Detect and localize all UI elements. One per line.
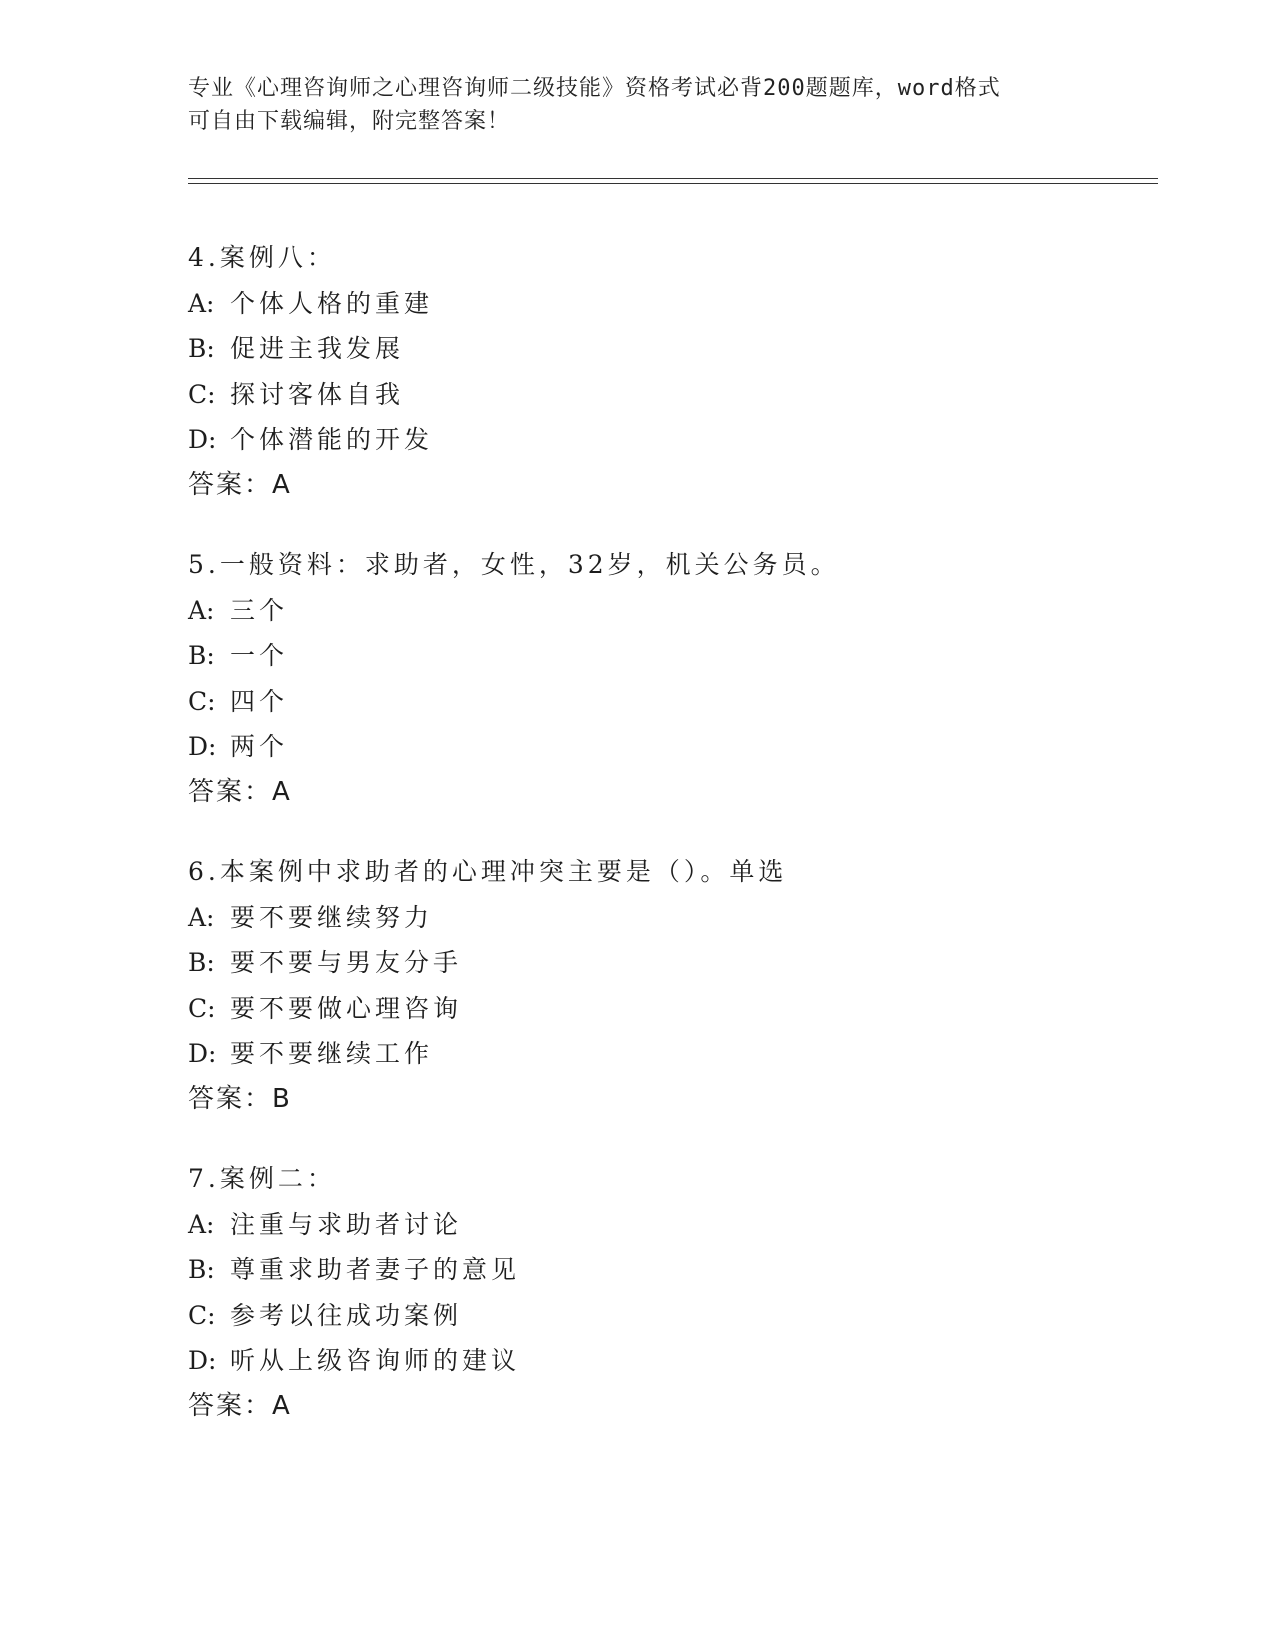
- answer: 答案：A: [188, 469, 292, 500]
- option-letter: D:: [188, 425, 217, 454]
- option-letter: D:: [188, 1039, 217, 1068]
- option-letter: D:: [188, 1346, 217, 1375]
- option-letter: B:: [188, 1255, 215, 1284]
- option-letter: A:: [188, 902, 215, 932]
- header-divider-top: [188, 178, 1158, 179]
- option-c: [188, 372, 1188, 418]
- header-line-1: 专业《心理咨询师之心理咨询师二级技能》资格考试必背200题题库，word格式: [188, 76, 1001, 101]
- question-stem: 6.本案例中求助者的心理冲突主要是（）。单选: [188, 857, 788, 886]
- option-letter: B:: [188, 641, 215, 670]
- option-letter: A:: [188, 595, 215, 625]
- option-text: 探讨客体自我: [230, 379, 405, 409]
- question-5: [188, 542, 1188, 815]
- header-divider-bottom: [188, 183, 1158, 184]
- option-letter: A:: [188, 1209, 215, 1239]
- option-text: 一个: [230, 641, 289, 670]
- option-letter: B:: [188, 334, 215, 363]
- option-d: [188, 724, 1188, 770]
- option-b: [188, 940, 1188, 986]
- option-text: 个体人格的重建: [230, 288, 434, 318]
- option-d: [188, 1338, 1188, 1384]
- answer: 答案：A: [188, 776, 292, 807]
- option-letter: C:: [188, 379, 216, 409]
- answer: 答案：A: [188, 1390, 292, 1421]
- option-d: [188, 417, 1188, 463]
- option-text: 促进主我发展: [230, 334, 405, 363]
- option-d: [188, 1031, 1188, 1077]
- option-text: 个体潜能的开发: [230, 425, 434, 454]
- question-list: [188, 235, 1188, 1463]
- option-text: 尊重求助者妻子的意见: [230, 1255, 521, 1284]
- option-letter: A:: [188, 288, 215, 318]
- option-text: 要不要继续工作: [230, 1039, 434, 1068]
- question-stem: 4.案例八：: [188, 243, 336, 272]
- option-letter: C:: [188, 1300, 216, 1330]
- option-text: 要不要继续努力: [230, 902, 434, 932]
- option-text: 参考以往成功案例: [230, 1300, 463, 1330]
- option-letter: B:: [188, 948, 215, 977]
- option-a: [188, 281, 1188, 327]
- question-7: [188, 1156, 1188, 1429]
- option-letter: C:: [188, 686, 216, 716]
- question-4: [188, 235, 1188, 508]
- option-text: 三个: [230, 595, 289, 625]
- option-text: 四个: [230, 686, 289, 716]
- option-b: [188, 326, 1188, 372]
- option-c: [188, 986, 1188, 1032]
- option-letter: D:: [188, 732, 217, 761]
- option-letter: C:: [188, 993, 216, 1023]
- option-text: 注重与求助者讨论: [230, 1209, 463, 1239]
- option-b: [188, 1247, 1188, 1293]
- question-stem: 5.一般资料：求助者，女性，32岁，机关公务员。: [188, 550, 840, 579]
- option-c: [188, 1293, 1188, 1339]
- document-header: [188, 72, 1088, 138]
- option-c: [188, 679, 1188, 725]
- option-b: [188, 633, 1188, 679]
- option-text: 要不要做心理咨询: [230, 993, 463, 1023]
- option-a: [188, 895, 1188, 941]
- option-a: [188, 1202, 1188, 1248]
- option-text: 听从上级咨询师的建议: [230, 1346, 521, 1375]
- option-text: 要不要与男友分手: [230, 948, 463, 977]
- question-6: [188, 849, 1188, 1122]
- header-line-2: 可自由下载编辑，附完整答案！: [188, 109, 511, 134]
- option-text: 两个: [230, 732, 289, 761]
- answer: 答案：B: [188, 1083, 292, 1114]
- question-stem: 7.案例二：: [188, 1164, 336, 1193]
- option-a: [188, 588, 1188, 634]
